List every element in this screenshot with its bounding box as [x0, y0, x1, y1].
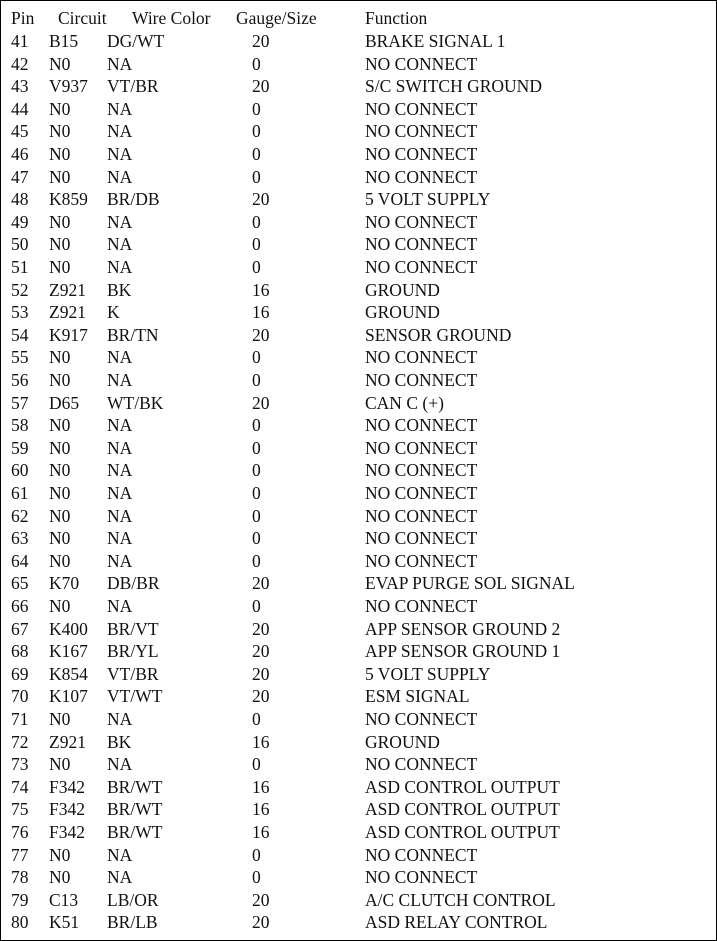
wire-color-cell: VT/BR: [107, 663, 159, 684]
circuit-cell: N0: [49, 844, 71, 865]
circuit-cell: N0: [49, 754, 71, 775]
function-cell: GROUND: [365, 279, 440, 300]
table-row: [1, 233, 716, 255]
pin-cell: 52: [11, 279, 29, 300]
table-row: [1, 30, 716, 52]
circuit-cell: K859: [49, 189, 88, 210]
table-row: [1, 437, 716, 459]
wire-color-cell: NA: [107, 483, 133, 503]
table-header: [1, 7, 716, 29]
circuit-cell: N0: [49, 347, 71, 368]
pin-cell: 47: [11, 166, 29, 187]
circuit-cell: C13: [49, 889, 79, 910]
circuit-cell: K400: [49, 618, 88, 639]
function-cell: NO CONNECT: [365, 460, 478, 481]
pin-cell: 62: [11, 505, 29, 526]
gauge-cell: 0: [252, 166, 261, 187]
gauge-cell: 20: [252, 618, 270, 639]
gauge-cell: 20: [252, 392, 270, 413]
function-cell: NO CONNECT: [365, 98, 478, 119]
wire-color-cell: BR/WT: [107, 776, 163, 797]
pin-cell: 46: [11, 144, 29, 164]
pin-cell: 68: [11, 641, 29, 662]
wire-color-cell: WT/BK: [107, 392, 164, 413]
table-row: [1, 505, 716, 527]
gauge-cell: 20: [252, 573, 270, 594]
wire-color-cell: VT/BR: [107, 76, 159, 97]
wire-color-cell: NA: [107, 211, 133, 232]
function-cell: ESM SIGNAL: [365, 686, 470, 707]
wire-color-cell: BR/YL: [107, 641, 159, 662]
wire-color-cell: NA: [107, 528, 133, 549]
pin-cell: 72: [11, 731, 29, 752]
circuit-cell: N0: [49, 144, 71, 164]
pin-cell: 56: [11, 370, 29, 390]
table-row: [1, 188, 716, 210]
gauge-cell: 20: [252, 31, 270, 51]
gauge-cell: 0: [252, 550, 261, 571]
pin-cell: 41: [11, 31, 29, 51]
function-cell: ASD CONTROL OUTPUT: [365, 822, 560, 842]
table-row: [1, 75, 716, 97]
wire-color-cell: BR/LB: [107, 912, 158, 933]
wire-color-cell: BR/DB: [107, 189, 160, 210]
circuit-cell: N0: [49, 370, 71, 390]
wire-color-cell: VT/WT: [107, 686, 163, 707]
function-cell: EVAP PURGE SOL SIGNAL: [365, 573, 575, 594]
circuit-cell: K854: [49, 663, 88, 684]
gauge-cell: 16: [252, 302, 270, 323]
circuit-cell: K167: [49, 641, 88, 662]
table-row: [1, 708, 716, 730]
gauge-cell: 16: [252, 731, 270, 752]
table-row: [1, 143, 716, 165]
gauge-cell: 0: [252, 257, 261, 277]
table-row: [1, 459, 716, 481]
gauge-cell: 20: [252, 641, 270, 662]
pin-cell: 67: [11, 618, 29, 639]
gauge-cell: 0: [252, 415, 261, 436]
table-row: [1, 53, 716, 75]
wire-color-cell: NA: [107, 98, 133, 119]
wire-color-cell: NA: [107, 370, 133, 390]
circuit-cell: N0: [49, 234, 71, 255]
wire-color-cell: NA: [107, 53, 133, 74]
gauge-cell: 0: [252, 754, 261, 775]
circuit-cell: N0: [49, 257, 71, 277]
function-cell: NO CONNECT: [365, 844, 478, 865]
function-cell: NO CONNECT: [365, 528, 478, 549]
header-function: Function: [365, 8, 428, 28]
function-cell: S/C SWITCH GROUND: [365, 76, 542, 97]
function-cell: NO CONNECT: [365, 234, 478, 255]
circuit-cell: N0: [49, 867, 71, 888]
wire-color-cell: BR/WT: [107, 822, 163, 842]
function-cell: GROUND: [365, 731, 440, 752]
function-cell: ASD RELAY CONTROL: [365, 912, 548, 933]
gauge-cell: 20: [252, 889, 270, 910]
wire-color-cell: BK: [107, 731, 132, 752]
pin-cell: 50: [11, 234, 29, 255]
gauge-cell: 16: [252, 279, 270, 300]
pin-cell: 53: [11, 302, 29, 323]
table-row: [1, 776, 716, 798]
pin-cell: 75: [11, 799, 29, 820]
gauge-cell: 0: [252, 460, 261, 481]
wire-color-cell: DG/WT: [107, 31, 165, 51]
table-row: [1, 392, 716, 414]
wire-color-cell: BR/VT: [107, 618, 159, 639]
pin-cell: 42: [11, 53, 29, 74]
function-cell: NO CONNECT: [365, 370, 478, 390]
table-row: [1, 640, 716, 662]
pin-cell: 65: [11, 573, 29, 594]
pin-cell: 76: [11, 822, 29, 842]
header-gauge: Gauge/Size: [236, 8, 317, 28]
gauge-cell: 20: [252, 189, 270, 210]
gauge-cell: 0: [252, 709, 261, 729]
table-row: [1, 346, 716, 368]
gauge-cell: 16: [252, 776, 270, 797]
table-row: [1, 685, 716, 707]
wire-color-cell: NA: [107, 415, 133, 436]
table-row: [1, 753, 716, 775]
function-cell: GROUND: [365, 302, 440, 323]
pin-cell: 63: [11, 528, 29, 549]
circuit-cell: K70: [49, 573, 80, 594]
gauge-cell: 20: [252, 324, 270, 345]
wire-color-cell: NA: [107, 844, 133, 865]
table-row: [1, 572, 716, 594]
wire-color-cell: NA: [107, 144, 133, 164]
circuit-cell: F342: [49, 776, 85, 797]
pin-cell: 73: [11, 754, 29, 775]
gauge-cell: 0: [252, 144, 261, 164]
table-row: [1, 166, 716, 188]
table-row: [1, 911, 716, 933]
circuit-cell: N0: [49, 528, 71, 549]
function-cell: 5 VOLT SUPPLY: [365, 663, 491, 684]
pin-cell: 69: [11, 663, 29, 684]
pin-cell: 64: [11, 550, 29, 571]
function-cell: NO CONNECT: [365, 483, 478, 503]
table-row: [1, 889, 716, 911]
function-cell: ASD CONTROL OUTPUT: [365, 776, 560, 797]
circuit-cell: N0: [49, 437, 71, 458]
table-row: [1, 550, 716, 572]
wire-color-cell: K: [107, 302, 120, 323]
circuit-cell: F342: [49, 799, 85, 820]
circuit-cell: N0: [49, 709, 71, 729]
circuit-cell: Z921: [49, 731, 86, 752]
pin-cell: 43: [11, 76, 29, 97]
gauge-cell: 0: [252, 211, 261, 232]
circuit-cell: K917: [49, 324, 88, 345]
pin-cell: 48: [11, 189, 29, 210]
wire-color-cell: NA: [107, 754, 133, 775]
pin-cell: 54: [11, 324, 29, 345]
table-row: [1, 279, 716, 301]
wire-color-cell: NA: [107, 121, 133, 142]
function-cell: NO CONNECT: [365, 257, 478, 277]
pin-cell: 55: [11, 347, 29, 368]
pin-cell: 61: [11, 483, 29, 503]
pin-cell: 49: [11, 211, 29, 232]
function-cell: NO CONNECT: [365, 166, 478, 187]
circuit-cell: V937: [49, 76, 88, 97]
wire-color-cell: BR/TN: [107, 324, 159, 345]
gauge-cell: 0: [252, 505, 261, 526]
function-cell: NO CONNECT: [365, 754, 478, 775]
wire-color-cell: NA: [107, 166, 133, 187]
function-cell: NO CONNECT: [365, 53, 478, 74]
circuit-cell: N0: [49, 53, 71, 74]
header-circuit: Circuit: [58, 8, 107, 28]
table-row: [1, 324, 716, 346]
wire-color-cell: NA: [107, 505, 133, 526]
header-pin: Pin: [11, 8, 35, 28]
gauge-cell: 16: [252, 799, 270, 820]
pin-cell: 60: [11, 460, 29, 481]
table-row: [1, 527, 716, 549]
gauge-cell: 20: [252, 76, 270, 97]
circuit-cell: Z921: [49, 279, 86, 300]
gauge-cell: 0: [252, 437, 261, 458]
gauge-cell: 0: [252, 121, 261, 142]
header-wire-color: Wire Color: [132, 8, 211, 28]
wire-color-cell: NA: [107, 596, 133, 616]
pin-cell: 77: [11, 844, 29, 865]
circuit-cell: B15: [49, 31, 79, 51]
table-row: [1, 98, 716, 120]
function-cell: APP SENSOR GROUND 2: [365, 618, 561, 639]
circuit-cell: N0: [49, 166, 71, 187]
function-cell: NO CONNECT: [365, 121, 478, 142]
function-cell: NO CONNECT: [365, 415, 478, 436]
function-cell: NO CONNECT: [365, 505, 478, 526]
gauge-cell: 0: [252, 347, 261, 368]
pin-cell: 59: [11, 437, 29, 458]
wire-color-cell: NA: [107, 257, 133, 277]
gauge-cell: 0: [252, 370, 261, 390]
gauge-cell: 0: [252, 234, 261, 255]
table-row: [1, 301, 716, 323]
function-cell: NO CONNECT: [365, 596, 478, 616]
table-row: [1, 844, 716, 866]
gauge-cell: 16: [252, 822, 270, 842]
table-row: [1, 369, 716, 391]
pin-cell: 57: [11, 392, 29, 413]
circuit-cell: N0: [49, 415, 71, 436]
wire-color-cell: NA: [107, 437, 133, 458]
pin-cell: 45: [11, 121, 29, 142]
function-cell: NO CONNECT: [365, 437, 478, 458]
table-row: [1, 414, 716, 436]
gauge-cell: 20: [252, 663, 270, 684]
function-cell: NO CONNECT: [365, 211, 478, 232]
function-cell: NO CONNECT: [365, 550, 478, 571]
circuit-cell: F342: [49, 822, 85, 842]
pin-cell: 80: [11, 912, 29, 933]
pin-cell: 71: [11, 709, 29, 729]
table-row: [1, 731, 716, 753]
gauge-cell: 0: [252, 528, 261, 549]
wire-color-cell: NA: [107, 709, 133, 729]
circuit-cell: N0: [49, 505, 71, 526]
pin-cell: 74: [11, 776, 29, 797]
table-row: [1, 595, 716, 617]
circuit-cell: Z921: [49, 302, 86, 323]
function-cell: NO CONNECT: [365, 144, 478, 164]
gauge-cell: 0: [252, 867, 261, 888]
circuit-cell: K107: [49, 686, 88, 707]
table-row: [1, 256, 716, 278]
pin-cell: 58: [11, 415, 29, 436]
table-row: [1, 211, 716, 233]
wire-color-cell: NA: [107, 234, 133, 255]
table-row: [1, 798, 716, 820]
function-cell: SENSOR GROUND: [365, 324, 512, 345]
gauge-cell: 0: [252, 53, 261, 74]
table-row: [1, 663, 716, 685]
table-row: [1, 866, 716, 888]
wire-color-cell: DB/BR: [107, 573, 160, 594]
function-cell: APP SENSOR GROUND 1: [365, 641, 561, 662]
wire-color-cell: NA: [107, 347, 133, 368]
wire-color-cell: NA: [107, 867, 133, 888]
circuit-cell: N0: [49, 483, 71, 503]
wire-color-cell: NA: [107, 550, 133, 571]
function-cell: BRAKE SIGNAL 1: [365, 31, 506, 51]
circuit-cell: D65: [49, 392, 80, 413]
wire-color-cell: LB/OR: [107, 889, 159, 910]
circuit-cell: N0: [49, 596, 71, 616]
table-row: [1, 120, 716, 142]
gauge-cell: 0: [252, 844, 261, 865]
wire-color-cell: NA: [107, 460, 133, 481]
pin-cell: 78: [11, 867, 29, 888]
gauge-cell: 20: [252, 912, 270, 933]
gauge-cell: 0: [252, 98, 261, 119]
wire-color-cell: BR/WT: [107, 799, 163, 820]
function-cell: CAN C (+): [365, 392, 444, 413]
function-cell: NO CONNECT: [365, 709, 478, 729]
circuit-cell: N0: [49, 211, 71, 232]
function-cell: NO CONNECT: [365, 867, 478, 888]
table-row: [1, 821, 716, 843]
gauge-cell: 0: [252, 596, 261, 616]
pin-cell: 44: [11, 98, 29, 119]
circuit-cell: N0: [49, 98, 71, 119]
function-cell: A/C CLUTCH CONTROL: [365, 889, 556, 910]
gauge-cell: 0: [252, 483, 261, 503]
circuit-cell: K51: [49, 912, 80, 933]
function-cell: 5 VOLT SUPPLY: [365, 189, 491, 210]
circuit-cell: N0: [49, 121, 71, 142]
wire-color-cell: BK: [107, 279, 132, 300]
pin-cell: 70: [11, 686, 29, 707]
table-row: [1, 618, 716, 640]
gauge-cell: 20: [252, 686, 270, 707]
function-cell: NO CONNECT: [365, 347, 478, 368]
pin-cell: 51: [11, 257, 29, 277]
table-row: [1, 482, 716, 504]
circuit-cell: N0: [49, 460, 71, 481]
pin-cell: 79: [11, 889, 29, 910]
function-cell: ASD CONTROL OUTPUT: [365, 799, 560, 820]
circuit-cell: N0: [49, 550, 71, 571]
pin-cell: 66: [11, 596, 29, 616]
